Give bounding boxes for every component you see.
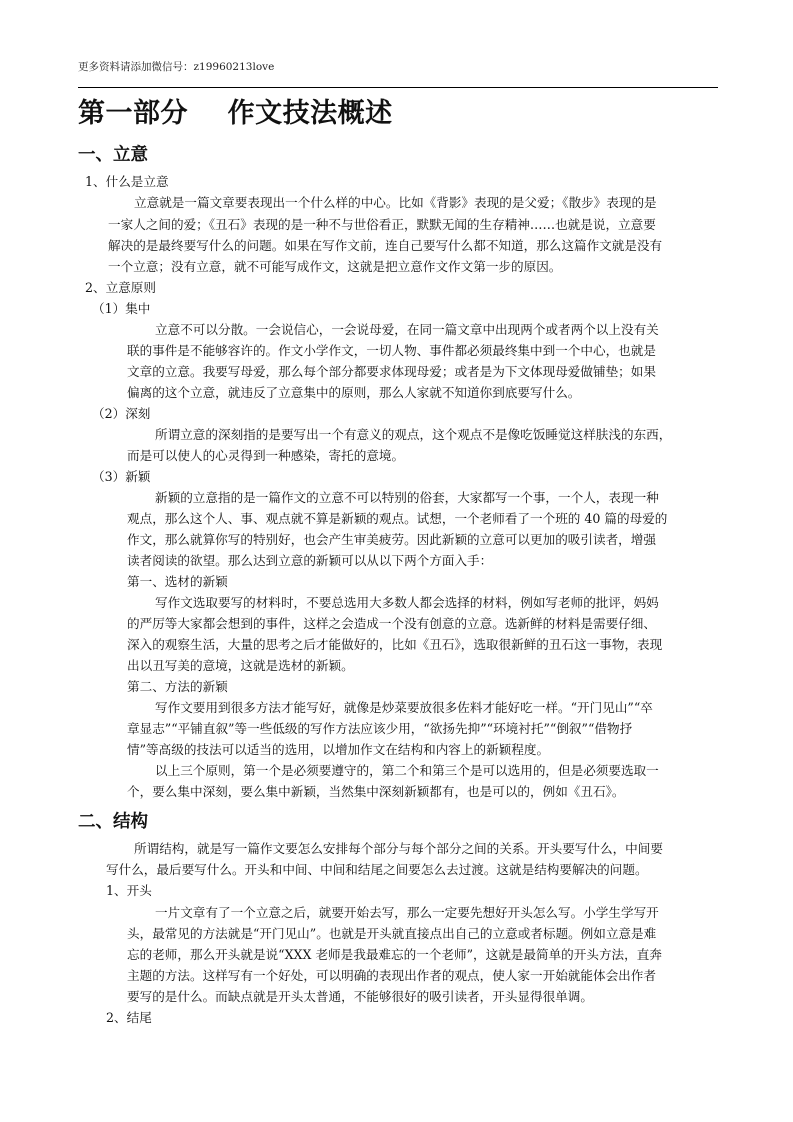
header-note: 更多资料请添加微信号：z19960213love [78, 61, 275, 73]
subheading-ending: 2、结尾 [106, 1010, 152, 1025]
subheading-opening: 1、开头 [106, 883, 152, 898]
paragraph-line: 忘的老师，那么开头就是说“XXX 老师是我最难忘的一个老师”，这就是最简单的开头方法，直奔 [127, 947, 662, 962]
paragraph-line: 以上三个原则，第一个是必须要遵守的，第二个和第三个是可以选用的，但是必须要选取一 [155, 763, 659, 778]
paragraph-line: 个，要么集中深刻，要么集中新颖，当然集中深刻新颖都有，也是可以的，例如《丑石》。 [127, 784, 625, 799]
subheading-novelty: （3）新颖 [92, 469, 151, 484]
page-title: 第一部分 作文技法概述 [78, 98, 393, 129]
paragraph-line: 新颖的立意指的是一篇作文的立意不可以特别的俗套，大家都写一个事，一个人，表现一种 [155, 490, 659, 505]
paragraph-line: 而是可以使人的心灵得到一种感染，寄托的意境。 [127, 448, 405, 463]
paragraph-line: 所谓立意的深刻指的是要写出一个有意义的观点，这个观点不是像吃饭睡觉这样肤浅的东西， [155, 427, 672, 442]
paragraph-line: 联的事件是不能够容许的。作文小学作文，一切人物、事件都必须最终集中到一个中心，也就是 [127, 343, 656, 358]
paragraph-line: 头，最常见的方法就是“开门见山”。也就是开头就直接点出自己的立意或者标题。例如立意是难 [127, 926, 657, 941]
paragraph-line: 主题的方法。这样写有一个好处，可以明确的表现出作者的观点，使人家一开始就能体会出作者 [127, 968, 656, 983]
paragraph-line: 一片文章有了一个立意之后，就要开始去写，那么一定要先想好开头怎么写。小学生学写开 [155, 905, 659, 920]
subheading-focus: （1）集中 [92, 301, 151, 316]
paragraph-line: 写什么，最后要写什么。开头和中间、中间和结尾之间要怎么去过渡。这就是结构要解决的问题。 [106, 862, 648, 877]
subheading-principles: 2、立意原则 [85, 280, 156, 295]
paragraph-line: 章显志”“平铺直叙”等一些低级的写作方法应该少用，“欲扬先抑”“环境衬托”“倒叙”“借物抒 [127, 721, 633, 736]
subheading-method-novelty: 第二、方法的新颖 [127, 679, 228, 694]
paragraph-line: 立意就是一篇文章要表现出一个什么样的中心。比如《背影》表现的是父爱；《散步》表现的是 [134, 195, 657, 210]
paragraph-line: 立意不可以分散。一会说信心，一会说母爱，在同一篇文章中出现两个或者两个以上没有关 [155, 322, 659, 337]
paragraph-line: 一个立意；没有立意，就不可能写成作文，这就是把立意作文作文第一步的原因。 [108, 259, 562, 274]
paragraph-line: 深入的观察生活，大量的思考之后才能做好的，比如《丑石》，选取很新鲜的丑石这一事物，表现 [127, 637, 663, 652]
paragraph-line: 情”等高级的技法可以适当的选用，以增加作文在结构和内容上的新颖程度。 [127, 742, 550, 757]
paragraph-line: 写作文要用到很多方法才能写好，就像是炒菜要放很多佐料才能好吃一样。“开门见山”“卒 [155, 700, 653, 715]
header-rule [78, 87, 718, 88]
subheading-material-novelty: 第一、选材的新颖 [127, 574, 228, 589]
section-heading-structure: 二、结构 [78, 812, 148, 832]
section-heading-lizhi: 一、立意 [78, 145, 148, 165]
paragraph-line: 作文，那么就算你写的特别好，也会产生审美疲劳。因此新颖的立意可以更加的吸引读者，增强 [127, 532, 656, 547]
paragraph-line: 解决的是最终要写什么的问题。如果在写作文前，连自己要写什么都不知道，那么这篇作文就是没有 [108, 238, 663, 253]
paragraph-line: 写作文选取要写的材料时，不要总选用大多数人都会选择的材料，例如写老师的批评，妈妈 [155, 595, 659, 610]
paragraph-line: 观点，那么这个人、事、观点就不算是新颖的观点。试想，一个老师看了一个班的 40 篇的母爱的 [127, 511, 668, 526]
paragraph-line: 的严厉等大家都会想到的事件，这样之会造成一个没有创意的立意。选新鲜的材料是需要仔细、 [127, 616, 656, 631]
paragraph-line: 出以丑写美的意境，这就是选材的新颖。 [127, 658, 354, 673]
paragraph-line: 一家人之间的爱；《丑石》表现的是一种不与世俗看正，默默无闻的生存精神……也就是说，立意要 [108, 217, 656, 232]
subheading-what-is-lizhi: 1、什么是立意 [85, 174, 169, 189]
paragraph-line: 要写的是什么。而缺点就是开头太普通，不能够很好的吸引读者，开头显得很单调。 [127, 989, 593, 1004]
subheading-depth: （2）深刻 [92, 406, 151, 421]
paragraph-line: 所谓结构，就是写一篇作文要怎么安排每个部分与每个部分之间的关系。开头要写什么，中间要 [134, 841, 663, 856]
paragraph-line: 文章的立意。我要写母爱，那么每个部分都要求体现母爱；或者是为下文体现母爱做铺垫；如果 [127, 364, 656, 379]
paragraph-line: 读者阅读的欲望。那么达到立意的新颖可以从以下两个方面入手： [127, 553, 493, 568]
paragraph-line: 偏离的这个立意，就违反了立意集中的原则，那么人家就不知道你到底要写什么。 [127, 385, 581, 400]
